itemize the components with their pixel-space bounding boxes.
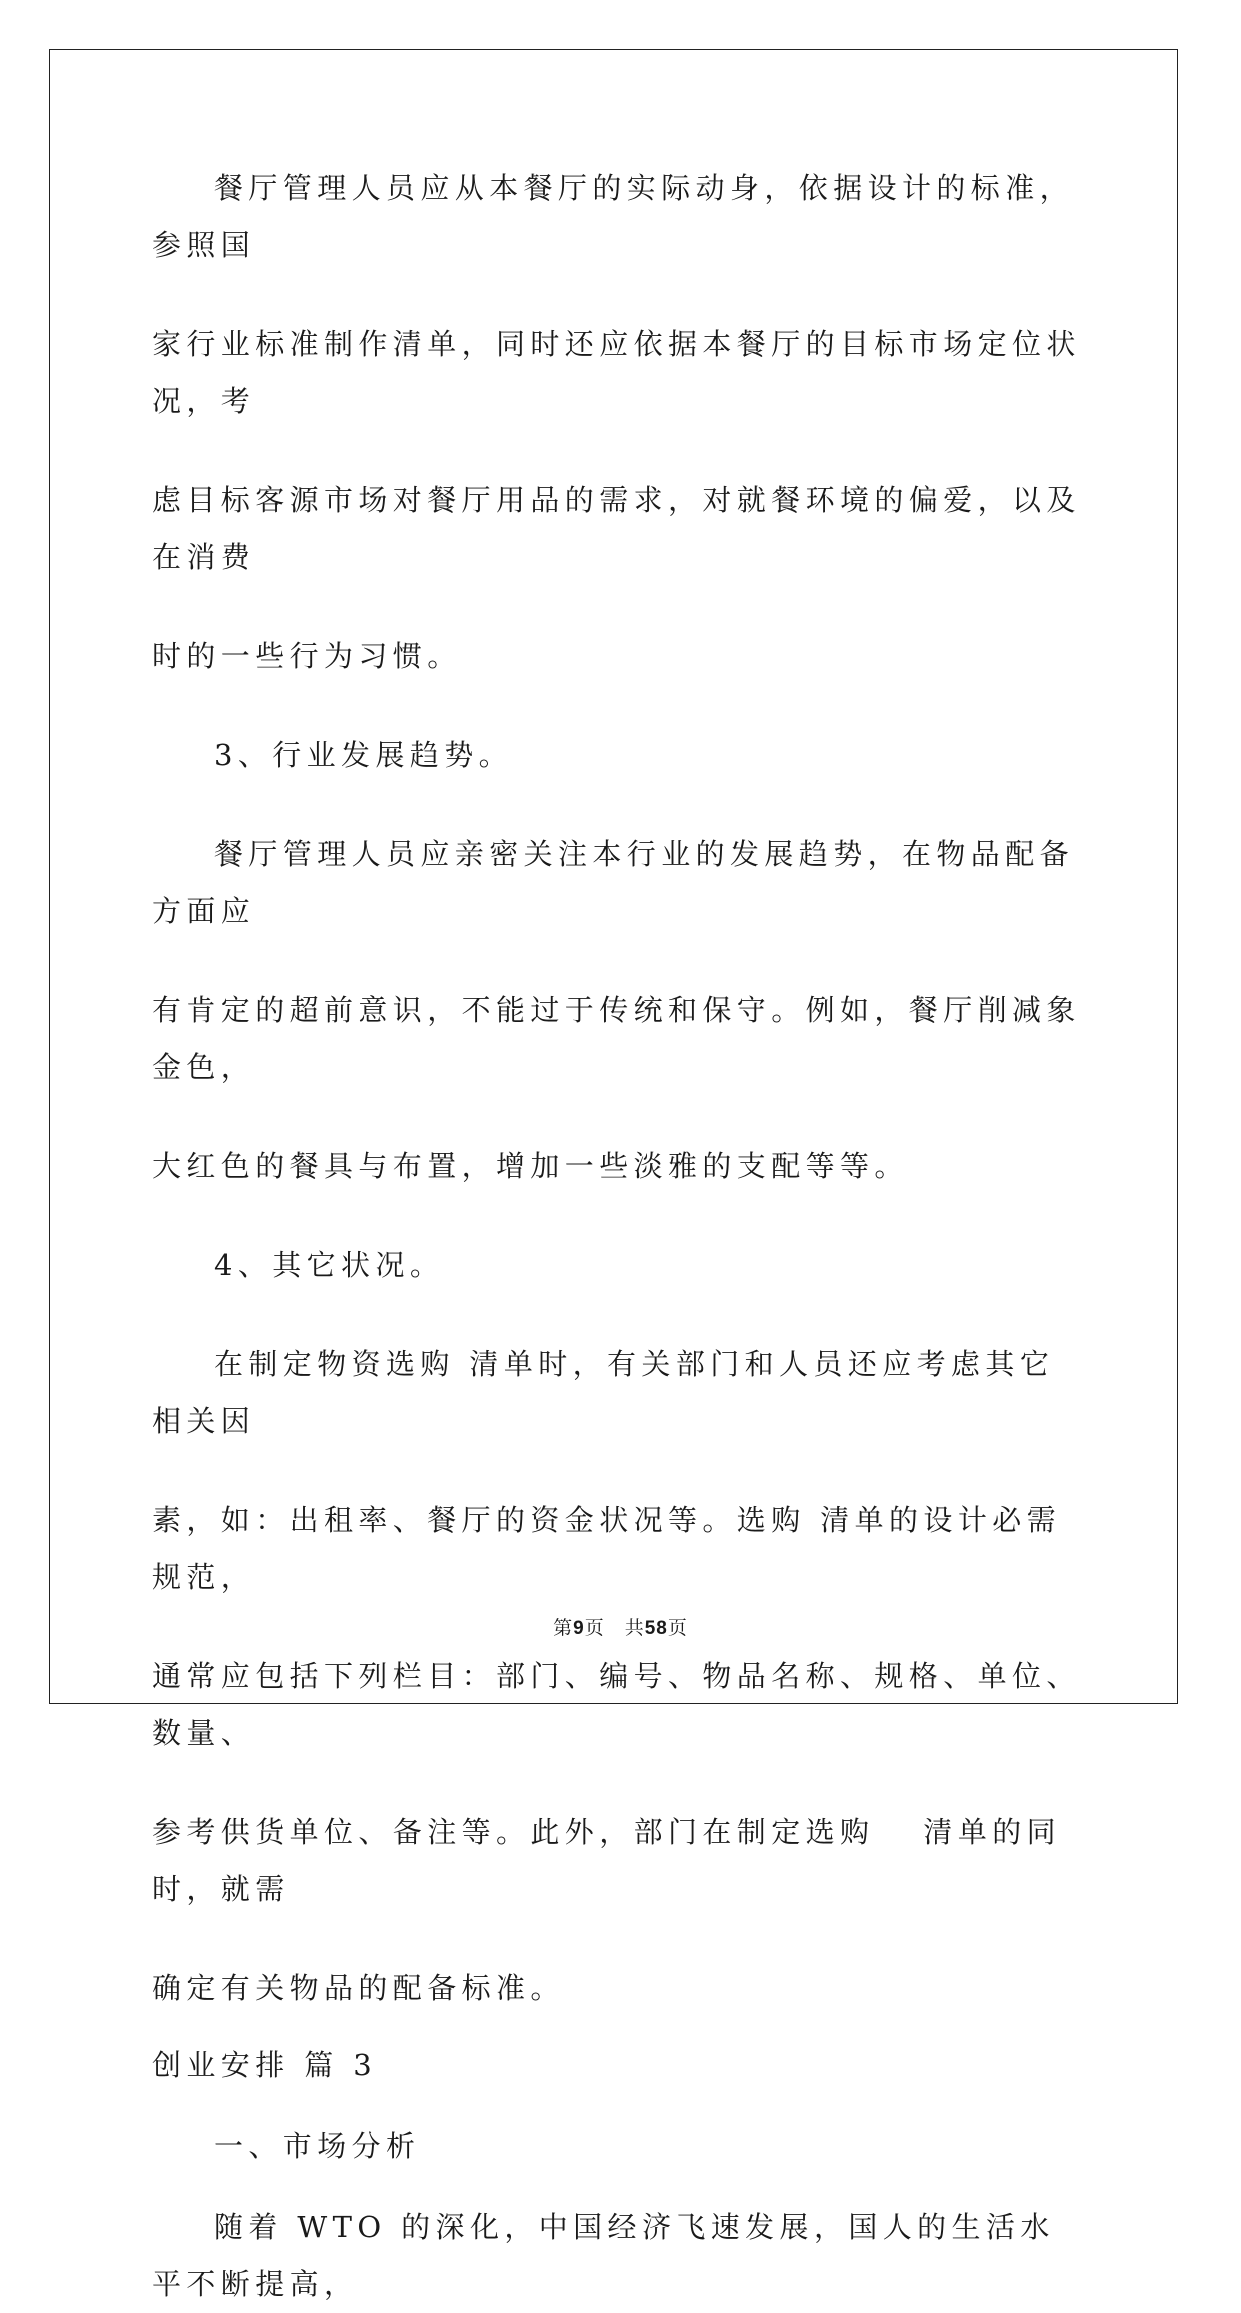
text-line: 餐厅管理人员应亲密关注本行业的发展趋势，在物品配备方面应 [152,837,1075,928]
text-line: 虑目标客源市场对餐厅用品的需求，对就餐环境的偏爱，以及在消费 [152,483,1081,574]
section-heading-3: 3、行业发展趋势。 [214,738,514,772]
current-page-number: 9 [573,1618,585,1639]
text-line: 时的一些行为习惯。 [152,639,462,673]
text-line: 餐厅管理人员应从本餐厅的实际动身，依据设计的标准，参照国 [152,171,1075,262]
text-line: 大红色的餐具与布置，增加一些淡雅的支配等等。 [152,1149,909,1183]
text-line: 素，如：出租率、餐厅的资金状况等。选购 清单的设计必需规范， [152,1503,1062,1594]
footer-mid: 页 共 [584,1617,645,1639]
footer-prefix: 第 [553,1617,574,1639]
text-line: 随着 WTO 的深化，中国经济飞速发展，国人的生活水平不断提高， [152,2210,1055,2301]
subsection-title: 一、市场分析 [214,2129,421,2163]
text-line: 参考供货单位、备注等。此外，部门在制定选购 清单的同时，就需 [152,1815,1062,1906]
document-body [152,160,1087,2313]
section-heading-4: 4、其它状况。 [214,1248,445,1282]
chapter-title: 创业安排 篇 3 [152,2048,378,2082]
page-footer [0,1613,1241,1640]
total-pages-number: 58 [644,1618,668,1639]
text-line: 确定有关物品的配备标准。 [152,1971,565,2005]
footer-suffix: 页 [667,1617,688,1639]
text-line: 通常应包括下列栏目：部门、编号、物品名称、规格、单位、数量、 [152,1659,1081,1750]
text-line: 家行业标准制作清单，同时还应依据本餐厅的目标市场定位状况，考 [152,327,1081,418]
text-line: 在制定物资选购 清单时，有关部门和人员还应考虑其它相关因 [152,1347,1055,1438]
text-line: 有肯定的超前意识，不能过于传统和保守。例如，餐厅削减象金色， [152,993,1081,1084]
